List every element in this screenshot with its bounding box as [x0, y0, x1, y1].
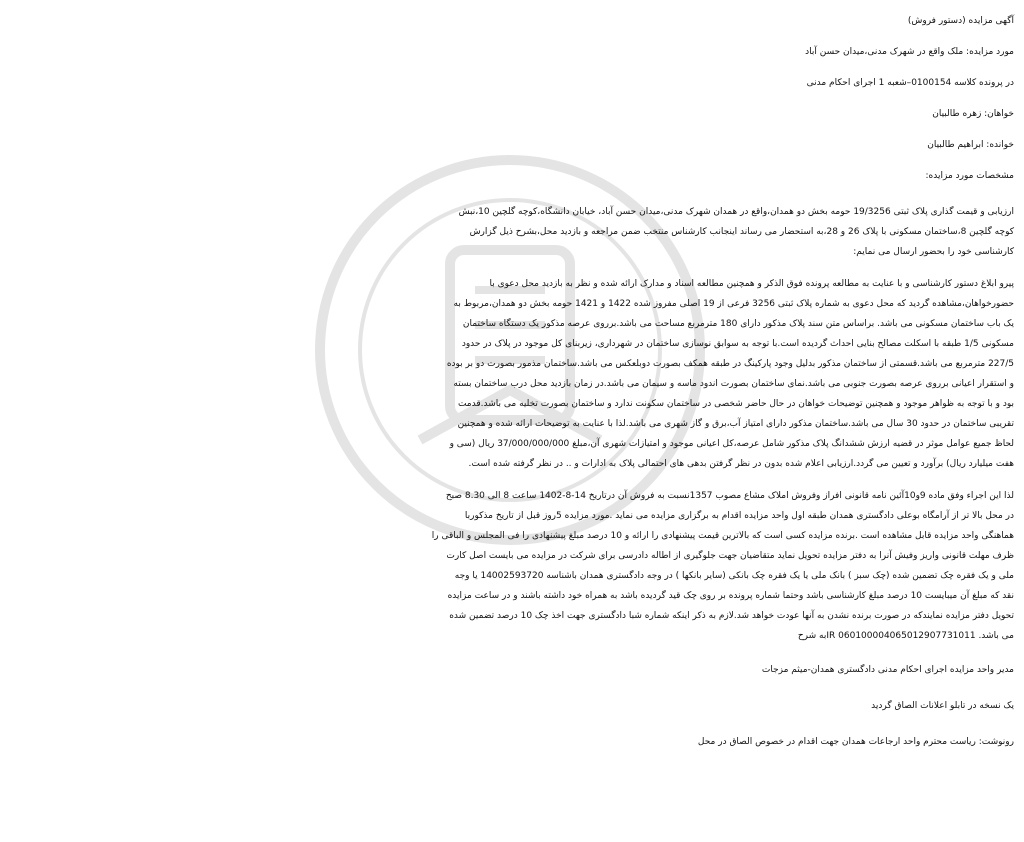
specs-heading: مشخصات مورد مزایده: [925, 171, 1014, 181]
paragraph-line: و استقرار اعیانی برروی عرصه بصورت جنوبی می باشد.نمای ساختمان بصورت اندود ماسه و سیمان می باشد.در زمان بازدید محل درب ساختمان بسته [453, 379, 1014, 389]
paragraph-line: ظرف مهلت قانونی واریز وفیش آنرا به دفتر مزایده تحویل نماید متقاضیان جهت جلوگیری از اطاله دادرسی برای شرکت در مزایده می بایست اصل کارت [446, 551, 1014, 561]
paragraph-line: حضورخواهان،مشاهده گردید که محل دعوی به شماره پلاک ثبتی 3256 فرعی از 19 اصلی مفروز شده 1422 و 1421 حومه بخش دو همدان،مربوط به [453, 299, 1014, 309]
plaintiff: خواهان: زهره طالبیان [932, 109, 1014, 119]
paragraph-line: تحویل دفتر مزایده نمایندکه در صورت برنده نشدن به آنها عودت خواهد شد.لازم به ذکر اینکه شماره شبا دادگستری جهت اخذ چک 10 درصد تضمین شده [449, 611, 1014, 621]
paragraph-line: لحاظ جمیع عوامل موثر در قضیه ارزش ششدانگ پلاک مذکور شامل عرصه،کل اعیانی موجود و امتیازات شهری آن،مبلغ 37/000/000/000 ریال (سی و [449, 439, 1014, 449]
paragraph-line: 227/5 مترمربع می باشد.قسمتی از ساختمان مذکور بدلیل وجود پارکینگ در طبقه همکف بصورت دوبلعکس می باشد.ساختمان مذمور بصورت دو بر بوده [446, 359, 1014, 369]
defendant: خوانده: ابراهیم طالبیان [927, 140, 1014, 150]
auction-subject: مورد مزایده: ملک واقع در شهرک مدنی،میدان حسن آباد [805, 47, 1014, 57]
carbon-copy-note: رونوشت: ریاست محترم واحد ارجاعات همدان جهت اقدام در خصوص الصاق در محل [697, 737, 1014, 747]
posting-note: یک نسخه در تابلو اعلانات الصاق گردید [871, 701, 1014, 711]
appraisal-report-paragraph [10, 274, 1014, 474]
auction-manager-signature: مدیر واحد مزایده اجرای احکام مدنی دادگستری همدان-میثم مزجات [761, 665, 1014, 675]
notice-title: آگهی مزایده (دستور فروش) [907, 16, 1014, 26]
paragraph-line: لذا این اجراء وفق ماده 9و10آئین نامه قانونی افراز وفروش املاک مشاع مصوب 1357نسبت به فروش آن درتاریخ 14-8-1402 ساعت 8 الی 8.30 صبح [445, 491, 1014, 501]
paragraph-line: کارشناسی خود را بحضور ارسال می نمایم: [853, 247, 1014, 257]
paragraph-line: ملی و یک فقره چک تضمین شده (چک سبز ) بانک ملی یا یک فقره چک بانکی (سایر بانکها ) در وجه دادگستری همدان باشناسه 14002593720 یا وجه [454, 571, 1014, 581]
paragraph-line: مسکونی 1/5 طبقه با اسکلت مصالح بنایی احداث گردیده است.با توجه به سوابق نوسازی ساختمان در شهرداری، زیربنای کل موجود در پلاک در حدود [461, 339, 1014, 349]
paragraph-line: در محل بالا تر از آرامگاه بوعلی دادگستری همدان طبقه اول واحد مزایده اقدام به برگزاری مزایده می نماید .مورد مزایده 5روز قبل از تاریخ مذکوربا [464, 511, 1014, 521]
paragraph-line: یک باب ساختمان مسکونی می باشد. براساس متن سند پلاک مذکور دارای 180 مترمربع مساحت می باشد.برروی عرصه مذکور یک دستگاه ساختمان [462, 319, 1014, 329]
paragraph-line: هفت میلیارد ریال) برآورد و تعیین می گردد.ارزیابی اعلام شده بدون در نظر گرفتن بدهی های احتمالی پلاک به ادارات و .. در نظر گرفته شده است. [468, 459, 1014, 469]
paragraph-line: کوچه گلچین 8،ساختمان مسکونی با پلاک 26 و 28،به استحضار می رساند اینجانب کارشناس منتخب ضمن مراجعه و بازدید محل،بشرح ذیل گزارش [469, 227, 1014, 237]
paragraph-line: ارزیابی و قیمت گذاری پلاک ثبتی 19/3256 حومه بخش دو همدان،واقع در همدان شهرک مدنی،میدان حسن آباد، خیابان دانشگاه،کوچه گلچین 10،نبش [458, 207, 1014, 217]
paragraph-line: می باشد. IR 060100004065012907731011به شرح [797, 631, 1014, 641]
auction-terms-paragraph [10, 486, 1014, 646]
case-number: در پرونده کلاسه 0100154–شعبه 1 اجرای احکام مدنی [806, 78, 1014, 88]
paragraph-line: بود و با توجه به ظواهر موجود و همچنین توضیحات خواهان در حال حاضر شخصی در ساختمان سکونت ندارد و ساختمان بصورت تخلیه می باشد.قدمت [457, 399, 1014, 409]
paragraph-line: نقد که مبلغ آن میبایست 10 درصد مبلغ کارشناسی باشد وحتما شماره پرونده بر روی چک قید گردیده باشد به همراه خود داشته باشند و در ساعت مزایده [447, 591, 1014, 601]
appraisal-intro-paragraph [10, 202, 1014, 262]
paragraph-line: تقریبی ساختمان در حدود 30 سال می باشد.ساختمان مذکور دارای امتیاز آب،برق و گاز شهری می باشد.لذا با عنایت به توضیحات ارائه شده و همچنین [457, 419, 1014, 429]
paragraph-line: هماهنگی واحد مزایده قابل مشاهده است .برنده مزایده کسی است که بالاترین قیمت پیشنهادی را ارائه و 10 درصد مبلغ پیشنهادی را فی المجلس و الباقی را [431, 531, 1014, 541]
notice-body [10, 6, 1014, 752]
paragraph-line: پیرو ابلاغ دستور کارشناسی و با عنایت به مطالعه پرونده فوق الذکر و همچنین مطالعه اسناد و مدارک ارائه شده و نظر به بازدید محل دعوی با [489, 279, 1014, 289]
